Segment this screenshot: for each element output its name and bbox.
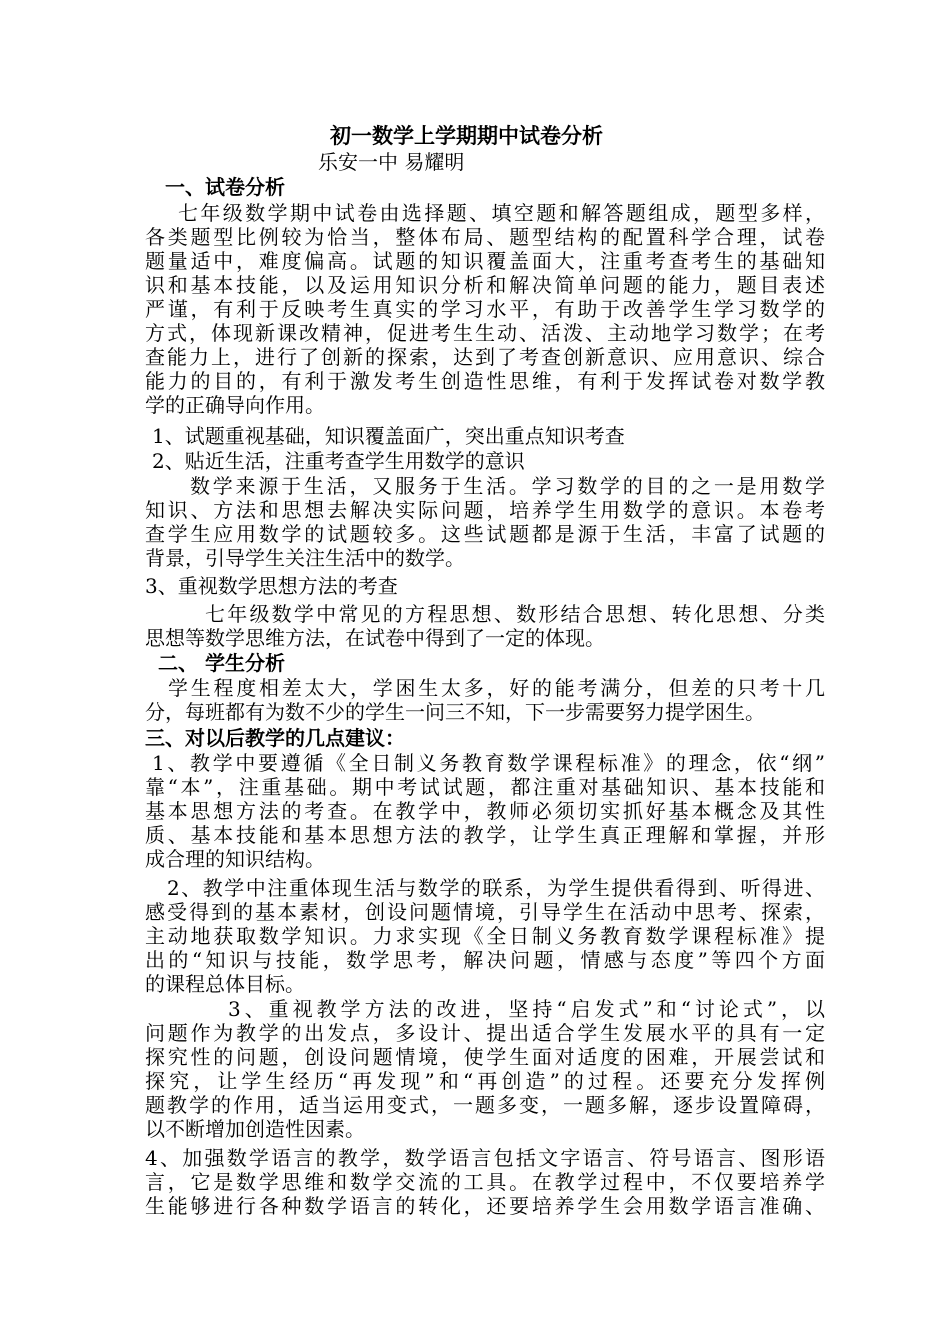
paragraph-line: 探究，让学生经历“再发现”和“再创造”的过程。还要充分发挥例 xyxy=(145,1069,825,1093)
paragraph-line: 查能力上，进行了创新的探索，达到了考查创新意识、应用意识、综合 xyxy=(145,345,825,369)
paragraph-line: 查学生应用数学的试题较多。这些试题都是源于生活，丰富了试题的 xyxy=(145,522,825,546)
document-author: 乐安一中 易耀明 xyxy=(318,150,465,174)
paragraph-line: 各类题型比例较为恰当，整体布局、题型结构的配置科学合理，试卷 xyxy=(145,225,825,249)
paragraph-line: 成合理的知识结构。 xyxy=(145,847,325,871)
paragraph-line: 1、教学中要遵循《全日制义务教育数学课程标准》的理念，依“纲” xyxy=(152,751,825,775)
paragraph-line: 3、重视教学方法的改进，坚持“启发式”和“讨论式”，以 xyxy=(228,997,825,1021)
paragraph-line: 2、教学中注重体现生活与数学的联系，为学生提供看得到、听得进、 xyxy=(167,876,825,900)
paragraph-line: 感受得到的基本素材，创设问题情境，引导学生在活动中思考、探索， xyxy=(145,900,825,924)
paragraph-line: 能力的目的，有利于激发考生创造性思维，有利于发挥试卷对数学教 xyxy=(145,369,825,393)
paragraph-line: 严谨，有利于反映考生真实的学习水平，有助于改善学生学习数学的 xyxy=(145,297,825,321)
paragraph-line: 题教学的作用，适当运用变式，一题多变，一题多解，逐步设置障碍， xyxy=(145,1093,825,1117)
section-heading-student-analysis: 二、 学生分析 xyxy=(158,651,285,675)
paragraph-line: 质、基本技能和基本思想方法的教学，让学生真正理解和掌握，并形 xyxy=(145,823,825,847)
paragraph-line: 题量适中，难度偏高。试题的知识覆盖面大，注重考查考生的基础知 xyxy=(145,249,825,273)
paragraph-line: 识和基本技能，以及运用知识分析和解决简单问题的能力，题目表述 xyxy=(145,273,825,297)
paragraph-line: 七年级数学期中试卷由选择题、填空题和解答题组成，题型多样， xyxy=(178,201,825,225)
paragraph-line: 思想等数学思维方法，在试卷中得到了一定的体现。 xyxy=(145,626,605,650)
section-heading-suggestions: 三、对以后教学的几点建议： xyxy=(145,726,405,750)
point-heading: 2、贴近生活，注重考查学生用数学的意识 xyxy=(152,449,525,473)
paragraph-line: 以不断增加创造性因素。 xyxy=(145,1117,365,1141)
paragraph-line: 4、加强数学语言的教学，数学语言包括文字语言、符号语言、图形语 xyxy=(145,1146,825,1170)
point-heading: 3、重视数学思想方法的考查 xyxy=(145,574,398,598)
paragraph-line: 言，它是数学思维和数学交流的工具。在教学过程中，不仅要培养学 xyxy=(145,1170,825,1194)
paragraph-line: 的课程总体目标。 xyxy=(145,972,305,996)
paragraph-line: 学的正确导向作用。 xyxy=(145,393,325,417)
paragraph-line: 问题作为教学的出发点，多设计、提出适合学生发展水平的具有一定 xyxy=(145,1021,825,1045)
paragraph-line: 出的“知识与技能，数学思考，解决问题，情感与态度”等四个方面 xyxy=(145,948,825,972)
section-heading-exam-analysis: 一、试卷分析 xyxy=(165,175,285,199)
paragraph-line: 靠“本”，注重基础。期中考试试题，都注重对基础知识、基本技能和 xyxy=(145,775,825,799)
paragraph-line: 生能够进行各种数学语言的转化，还要培养学生会用数学语言准确、 xyxy=(145,1194,825,1218)
paragraph-line: 学生程度相差太大，学困生太多，好的能考满分，但差的只考十几 xyxy=(168,676,825,700)
paragraph-line: 基本思想方法的考查。在教学中，教师必须切实抓好基本概念及其性 xyxy=(145,799,825,823)
paragraph-line: 分，每班都有为数不少的学生一问三不知，下一步需要努力提学困生。 xyxy=(145,700,765,724)
paragraph-line: 背景，引导学生关注生活中的数学。 xyxy=(145,546,465,570)
paragraph-line: 数学来源于生活，又服务于生活。学习数学的目的之一是用数学 xyxy=(190,474,825,498)
document-title: 初一数学上学期期中试卷分析 xyxy=(330,124,603,148)
paragraph-line: 七年级数学中常见的方程思想、数形结合思想、转化思想、分类 xyxy=(205,602,825,626)
paragraph-line: 探究性的问题，创设问题情境，使学生面对适度的困难，开展尝试和 xyxy=(145,1045,825,1069)
point-heading: 1、试题重视基础，知识覆盖面广，突出重点知识考查 xyxy=(152,424,625,448)
paragraph-line: 知识、方法和思想去解决实际问题，培养学生用数学的意识。本卷考 xyxy=(145,498,825,522)
paragraph-line: 主动地获取数学知识。力求实现《全日制义务教育数学课程标准》提 xyxy=(145,924,825,948)
paragraph-line: 方式，体现新课改精神，促进考生生动、活泼、主动地学习数学；在考 xyxy=(145,321,825,345)
